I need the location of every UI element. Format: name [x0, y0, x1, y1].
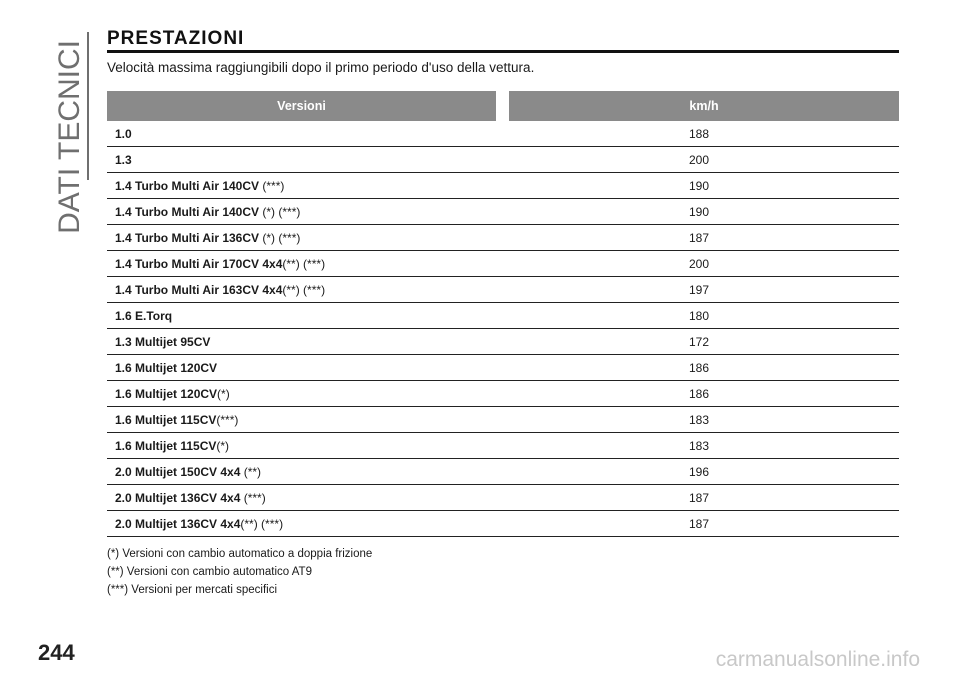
version-cell: [107, 361, 509, 375]
table-row: [107, 225, 899, 251]
version-footnote-ref: (**) (***): [282, 256, 326, 271]
table-row: [107, 147, 899, 173]
version-cell: [107, 491, 509, 505]
version-name: 2.0 Multijet 150CV 4x4: [115, 464, 241, 479]
kmh-cell: 183: [689, 438, 710, 453]
version-cell: [107, 257, 509, 271]
version-name: 1.4 Turbo Multi Air 140CV: [115, 204, 260, 219]
header-versions: Versioni: [107, 91, 496, 121]
table-row: [107, 355, 899, 381]
footnote: (***) Versioni per mercati specifici: [107, 584, 278, 596]
version-name: 1.4 Turbo Multi Air 136CV: [115, 230, 260, 245]
version-footnote-ref: (**): [240, 464, 262, 479]
side-divider: [87, 32, 89, 180]
version-cell: [107, 179, 509, 193]
table-row: [107, 407, 899, 433]
table-row: [107, 277, 899, 303]
kmh-cell: 200: [689, 256, 710, 271]
version-cell: [107, 231, 509, 245]
table-row: [107, 173, 899, 199]
table-row: [107, 433, 899, 459]
section-side-label-text: DATI TECNICI: [53, 40, 86, 234]
version-footnote-ref: (***): [240, 490, 266, 505]
header-kmh: km/h: [509, 91, 899, 121]
performance-table: [107, 91, 899, 537]
kmh-cell: 186: [689, 360, 710, 375]
version-cell: [107, 153, 509, 167]
table-body: [107, 121, 899, 537]
table-row: [107, 329, 899, 355]
version-name: 1.6 Multijet 120CV: [115, 360, 218, 375]
kmh-cell: 188: [689, 126, 710, 141]
version-cell: [107, 309, 509, 323]
version-footnote-ref: (**) (***): [282, 282, 326, 297]
table-header: [107, 91, 899, 121]
kmh-cell: 183: [689, 412, 710, 427]
version-footnote-ref: (*) (***): [259, 230, 301, 245]
version-name: 2.0 Multijet 136CV 4x4: [115, 490, 241, 505]
table-row: [107, 459, 899, 485]
version-cell: [107, 387, 509, 401]
kmh-cell: 200: [689, 152, 710, 167]
kmh-cell: 180: [689, 308, 710, 323]
kmh-cell: 187: [689, 490, 710, 505]
kmh-cell: 187: [689, 516, 710, 531]
kmh-cell: 186: [689, 386, 710, 401]
version-name: 2.0 Multijet 136CV 4x4: [115, 516, 241, 531]
table-row: [107, 381, 899, 407]
version-name: 1.4 Turbo Multi Air 163CV 4x4: [115, 282, 283, 297]
version-cell: [107, 413, 509, 427]
version-cell: [107, 335, 509, 349]
footnotes: [107, 545, 899, 599]
version-name: 1.4 Turbo Multi Air 170CV 4x4: [115, 256, 283, 271]
table-row: [107, 199, 899, 225]
kmh-cell: 197: [689, 282, 710, 297]
page-content: [107, 28, 899, 599]
kmh-cell: 172: [689, 334, 710, 349]
table-row: [107, 485, 899, 511]
watermark: carmanualsonline.info: [715, 648, 920, 671]
version-cell: [107, 439, 509, 453]
kmh-cell: 190: [689, 178, 710, 193]
table-row: [107, 251, 899, 277]
table-row: [107, 121, 899, 147]
kmh-cell: 187: [689, 230, 710, 245]
version-cell: [107, 127, 509, 141]
version-name: 1.0: [115, 126, 132, 141]
kmh-cell: 190: [689, 204, 710, 219]
version-footnote-ref: (**) (***): [240, 516, 284, 531]
page-title: PRESTAZIONI: [107, 28, 245, 49]
footnote: (**) Versioni con cambio automatico AT9: [107, 566, 312, 578]
table-row: [107, 511, 899, 537]
kmh-cell: 196: [689, 464, 710, 479]
version-name: 1.4 Turbo Multi Air 140CV: [115, 178, 260, 193]
version-cell: [107, 283, 509, 297]
page-number: 244: [38, 640, 75, 665]
page-subtitle: Velocità massima raggiungibili dopo il primo periodo d'uso della vettura.: [107, 60, 535, 75]
title-underline: [107, 50, 899, 53]
version-cell: [107, 465, 509, 479]
footnote: (*) Versioni con cambio automatico a doppia frizione: [107, 548, 373, 560]
version-name: 1.6 Multijet 115CV: [115, 412, 217, 427]
version-cell: [107, 205, 509, 219]
header-gap: [496, 91, 509, 121]
version-footnote-ref: (***): [216, 412, 239, 427]
version-name: 1.3: [115, 152, 132, 167]
version-name: 1.6 Multijet 120CV: [115, 386, 218, 401]
version-footnote-ref: (*): [216, 438, 230, 453]
version-cell: [107, 517, 509, 531]
version-footnote-ref: (***): [259, 178, 285, 193]
version-footnote-ref: (*): [217, 386, 230, 401]
version-name: 1.3 Multijet 95CV: [115, 334, 211, 349]
version-name: 1.6 Multijet 115CV: [115, 438, 217, 453]
version-footnote-ref: (*) (***): [259, 204, 301, 219]
section-side-label: [50, 40, 90, 234]
table-row: [107, 303, 899, 329]
version-name: 1.6 E.Torq: [115, 308, 173, 323]
